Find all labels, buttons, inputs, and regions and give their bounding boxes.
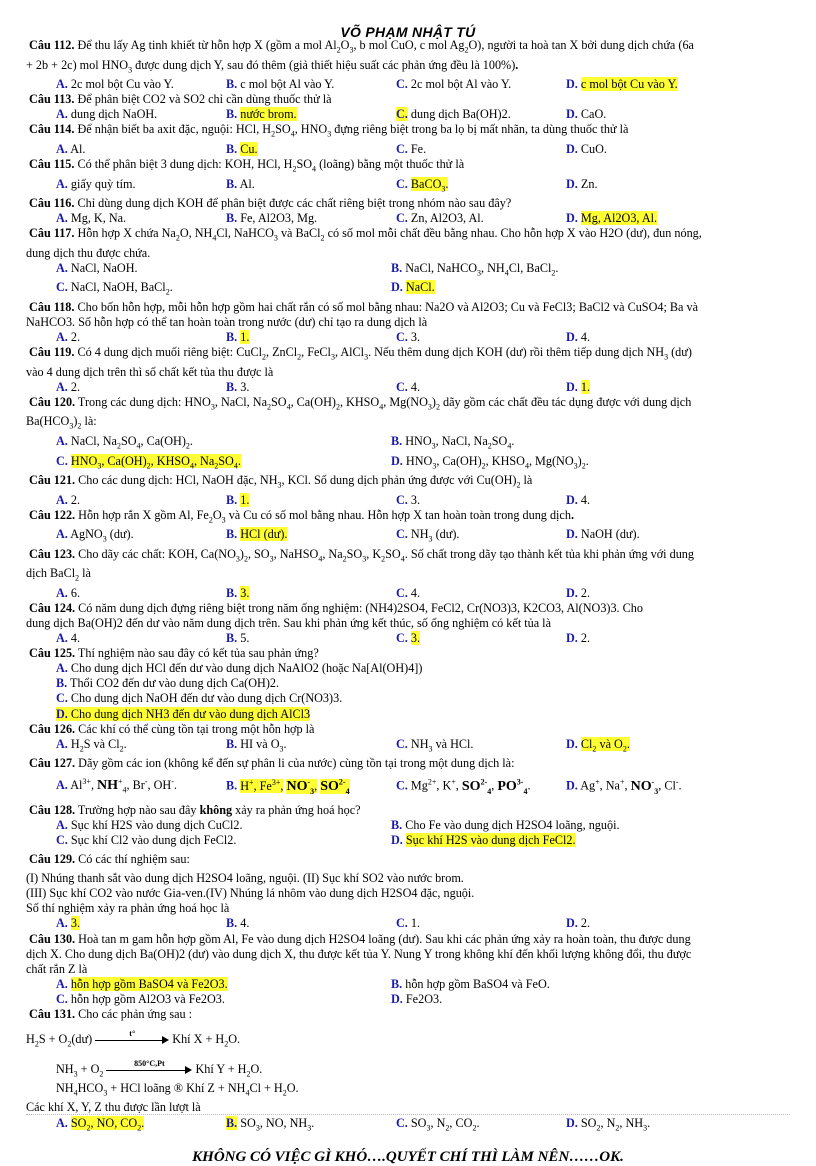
answer-c[interactable]: C. NaCl, NaOH, BaCl$_2$. [56, 280, 173, 297]
answer-a[interactable]: A. Al. [56, 141, 86, 156]
answers-116 [26, 211, 790, 226]
answer-a[interactable]: A. 3. [56, 916, 81, 931]
answer-b[interactable]: B. 3. [226, 585, 250, 600]
answer-d[interactable]: D. NaCl. [391, 280, 435, 295]
answer-b[interactable]: B. Al. [226, 176, 255, 191]
answer-a[interactable]: A. 2c mol bột Cu vào Y. [56, 77, 174, 92]
answer-d[interactable]: D. 1. [566, 379, 591, 394]
answers-122 [26, 527, 790, 547]
answers-120 [26, 434, 790, 454]
answer-d[interactable]: D. 2. [566, 631, 591, 646]
answer-b[interactable]: B. NaCl, NaHCO$_3$, $NH_4Cl$, BaCl$_2$. [391, 260, 559, 278]
reaction-arrow: t° [95, 1035, 169, 1045]
answer-c[interactable]: C. 3. [396, 492, 421, 507]
answer-b[interactable]: B. HCl (dư). [226, 527, 288, 542]
answers-113 [26, 107, 790, 122]
answer-c[interactable]: C. 3. [396, 330, 421, 345]
question-124: Câu 124. Có năm dung dịch đựng riêng biệt trong năm ống nghiệm: (NH4)2SO4, FeCl2, Cr(NO3)3, K2CO3, Al(NO3)3. Cho [29, 600, 643, 615]
answer-a[interactable]: A. 6. [56, 585, 81, 600]
answer-d[interactable]: D. 2. [566, 916, 591, 931]
answer-c[interactable]: C. 4. [396, 585, 421, 600]
page-title: VÕ PHẠM NHẬT TÚ [340, 24, 476, 40]
answer-c[interactable]: C. Cho dung dịch NaOH đến dư vào dung dịch Cr(NO3)3. [56, 691, 343, 706]
answer-b[interactable]: B. 1. [226, 330, 250, 345]
answer-d[interactable]: D. CaO. [566, 107, 607, 122]
answer-b[interactable]: B. Cu. [226, 141, 258, 156]
reaction-3: $NH_4HCO_3$ + HCl loãng ® Khí $Z + NH_4Cl + H_2O$. [56, 1080, 299, 1098]
answer-a[interactable]: A. $H_2S$ và $Cl_2$. [56, 736, 127, 754]
answers-121 [26, 493, 790, 508]
answer-b[interactable]: B. HI và $O_3$. [226, 736, 287, 754]
answer-a[interactable]: A. 2. [56, 379, 81, 394]
answer-c[interactable]: C. 2c mol bột Al vào Y. [396, 77, 512, 92]
question-115: Câu 115. Có thể phân biệt 3 dung dịch: KOH, HCl, $H_2SO_4$ (loãng) bằng một thuốc thử là [29, 156, 465, 174]
answers-123 [26, 586, 790, 601]
answer-c[interactable]: C. Fe. [396, 141, 427, 156]
answer-a[interactable]: A. dung dịch NaOH. [56, 107, 158, 122]
answer-d[interactable]: D. $HNO_3$, $Ca(OH)_2$, $KHSO_4$, $Mg(NO_3)_2$. [391, 453, 589, 470]
answer-b[interactable]: B. Cho Fe vào dung dịch H2SO4 loãng, nguội. [391, 817, 620, 832]
answer-a[interactable]: A. Cho dung dịch HCl đến dư vào dung dịch NaAlO2 (hoặc Na[Al(OH)4]) [56, 661, 423, 676]
answer-d[interactable]: D. $Cl_2$ và $O_2$. [566, 736, 630, 754]
answer-d[interactable]: D. Mg, Al2O3, Al. [566, 211, 658, 226]
answer-a[interactable]: A. NaCl, NaOH. [56, 260, 138, 275]
answer-d[interactable]: D. Fe2O3. [391, 991, 443, 1006]
answer-d[interactable]: D. Cho dung dịch NH3 đến dư vào dung dịch AlCl3 [56, 706, 311, 721]
answer-c[interactable]: C. 1. [396, 916, 421, 931]
answer-d[interactable]: D. 4. [566, 330, 591, 345]
answer-b[interactable]: B. Fe, Al2O3, Mg. [226, 211, 318, 226]
answers-117 [26, 261, 790, 281]
answer-c[interactable]: C. $NH_3$ (dư). [396, 527, 460, 544]
answers-124 [26, 631, 790, 646]
question-125: Câu 125. Thí nghiệm nào sau đây có kết tủa sau phản ứng? [29, 646, 319, 661]
answer-c[interactable]: C. $NH_3$ và HCl. [396, 736, 474, 754]
answer-a[interactable]: A. 4. [56, 631, 81, 646]
answer-c[interactable]: C. hỗn hợp gồm Al2O3 và Fe2O3. [56, 991, 225, 1006]
answer-c[interactable]: C. BaCO$_3$. [396, 176, 449, 193]
answer-b[interactable]: B. 4. [226, 916, 250, 931]
answer-c[interactable]: C. dung dịch Ba(OH)2. [396, 107, 511, 122]
answer-a[interactable]: A. Mg, K, Na. [56, 211, 127, 226]
answer-a[interactable]: A. Sục khí H2S vào dung dịch CuCl2. [56, 817, 243, 832]
question-129: Câu 129. Có các thí nghiệm sau: [29, 852, 190, 867]
answer-c[interactable]: C. $HNO_3$, $Ca(OH)_2$, $KHSO_4$, $Na_2SO_4$. [56, 453, 241, 470]
question-123: Câu 123. Cho dãy các chất: KOH, $Ca(NO_3)_2$, $SO_3$, NaHSO$_4$, $Na_2SO_3$, $K_2SO_4$. Số chất trong dãy tạo thành kết tủa khi phản ứng với dung [29, 546, 694, 564]
question-116: Câu 116. Chỉ dùng dung dịch KOH để phân biệt được các chất riêng biệt trong nhóm nào sau đây? [29, 196, 512, 211]
answer-c[interactable]: C. 4. [396, 379, 421, 394]
answer-a[interactable]: A. $SO_2$, NO, $CO_2$. [56, 1115, 145, 1132]
answer-d[interactable]: D. Zn. [566, 176, 598, 191]
answer-d[interactable]: D. 2. [566, 585, 591, 600]
answers-112 [26, 77, 790, 92]
question-118: Câu 118. Cho bốn hỗn hợp, mỗi hỗn hợp gồm hai chất rắn có số mol bằng nhau: Na2O và Al2O3; Cu và FeCl3; BaCl2 và CuSO4; Ba và [29, 299, 698, 314]
question-130: Câu 130. Hoà tan m gam hỗn hợp gồm Al, Fe vào dung dịch H2SO4 loãng (dư). Sau khi các phản ứng xảy ra hoàn toàn, thu được dung [29, 931, 691, 946]
question-131: Câu 131. Cho các phản ứng sau : [29, 1007, 193, 1022]
answer-d[interactable]: D. Ag+, Na+, $NO^-_3$, Cl-. [566, 777, 682, 796]
question-114: Câu 114. Để nhận biết ba axit đặc, nguội: HCl, $H_2SO_4$, $HNO_3$ đựng riêng biệt trong ba lọ bị mất nhãn, ta dùng thuốc thử là [29, 122, 629, 139]
answers-127 [26, 771, 790, 802]
answer-c[interactable]: C. $SO_3$, $N_2$, $CO_2$. [396, 1115, 480, 1132]
question-113: Câu 113. Để phân biệt CO2 và SO2 chỉ cần dùng thuốc thử là [29, 92, 332, 107]
answer-a[interactable]: A. hỗn hợp gồm BaSO4 và Fe2O3. [56, 976, 228, 991]
answer-a[interactable]: A. giấy quỳ tím. [56, 176, 136, 191]
question-112: Câu 112. Để thu lấy Ag tinh khiết từ hỗn hợp X (gồm a mol $Al_2O_3$, b mol CuO, c mol $Ag_2O$), người ta hoà tan X bởi dung dịch chứa (6a [29, 38, 694, 55]
answer-b[interactable]: B. nước brom. [226, 107, 297, 122]
answer-a[interactable]: A. $Al^{3+}$, $NH^+_4$, Br-, OH-. [56, 777, 177, 795]
reaction-2: $NH_3 + O_2$ 850°C,Pt Khí $Y + H_2O$. [56, 1058, 263, 1078]
answers-129 [26, 916, 790, 931]
question-117: Câu 117. Hỗn hợp X chứa $Na_2O$, $NH_4Cl$, NaHCO$_3$ và BaCl$_2$ có số mol mỗi chất đều bằng nhau. Cho hỗn hợp X vào H2O (dư), đun nóng, [29, 226, 702, 243]
answer-d[interactable]: D. Sục khí H2S vào dung dịch FeCl2. [391, 832, 576, 847]
answer-d[interactable]: D. CuO. [566, 141, 607, 156]
answer-c[interactable]: C. $Mg^{2+}$, K+, $SO^{2-}_4$, $PO^{3-}_4$. [396, 777, 531, 796]
bottom-divider [26, 1114, 790, 1115]
question-128: Câu 128. Trường hợp nào sau đây không xảy ra phản ứng hoá học? [29, 802, 361, 817]
page: VÕ PHẠM NHẬT TÚ Câu 112. Để thu lấy Ag tinh khiết từ hỗn hợp X (gồm a mol $Al_2O_3$, b mol CuO, c mol $Ag_2O$), người ta hoà tan X bởi dung dịch chứa (6a + 2b + 2c) mol $HNO_3$ được dung dịch Y, sau đó thêm (giả thiết hiệu suất các phản ứng đều là 100%). A. 2c mol bột Cu vào Y. B. c mol bột Al vào Y. C. 2c mol bột Al vào Y. D. c mol bột Cu vào Y. Câu 113. Để phân biệt CO2 và SO2 chỉ cần dùng thuốc thử là A. dung dịch NaOH. B. nước brom. C. dung dịch Ba(OH)2. D. CaO. Câu 114. Để nhận biết ba axit đặc, nguội: HCl, $H_2SO_4$, $HNO_3$ đựng riêng biệt trong ba lọ bị mất nhãn, ta dùng thuốc thử là A. Al. B. Cu. C. Fe. D. CuO. Câu 115. Có thể phân biệt 3 dung dịch: KOH, HCl, $H_2SO_4$ (loãng) bằng một thuốc thử là A. giấy quỳ tím. B. Al. C. BaCO$_3$. D. Zn. Câu 116. Chỉ dùng dung dịch KOH để phân biệt được các chất riêng biệt trong nhóm nào sau đây? A. Mg, K, Na. B. Fe, Al2O3, Mg. C. Zn, Al2O3, Al. D. Mg, Al2O3, Al. Câu 117. Hỗn hợp X chứa $Na_2O$, $NH_4Cl$, NaHCO$_3$ và BaCl$_2$ có số mol mỗi chất đều bằng nhau. Cho hỗn hợp X vào H2O (dư), đun nóng, dung dịch thu được chứa. A. NaCl, NaOH. B. NaCl, NaHCO$_3$, $NH_4Cl$, BaCl$_2$. C. NaCl, NaOH, BaCl$_2$. D. NaCl. Câu 118. Cho bốn hỗn hợp, mỗi hỗn hợp gồm hai chất rắn có số mol bằng nhau: Na2O và Al2O3; Cu và FeCl3; BaCl2 và CuSO4; Ba và NaHCO3. Số hỗn hợp có thể tan hoàn toàn trong nước (dư) chỉ tạo ra dung dịch là A. 2. B. 1. C. 3. D. 4. Câu 119. Có 4 dung dịch muối riêng biệt: CuCl$_2$, ZnCl$_2$, FeCl$_3$, AlCl$_3$. Nếu thêm dung dịch KOH (dư) rồi thêm tiếp dung dịch $NH_3$ (dư) vào 4 dung dịch trên thì số chất kết tủa thu được là A. 2. B. 3. C. 4. D. 1. Câu 120. Trong các dung dịch: $HNO_3$, NaCl, $Na_2SO_4$, $Ca(OH)_2$, $KHSO_4$, $Mg(NO_3)_2$ dãy gồm các chất đều tác dụng được với dung dịch $Ba(HCO_3)_2$ là: A. NaCl, $Na_2SO_4$, $Ca(OH)_2$. B. $HNO_3$, NaCl, $Na_2SO_4$. C. $HNO_3$, $Ca(OH)_2$, $KHSO_4$, $Na_2SO_4$. D. $HNO_3$, $Ca(OH)_2$, $KHSO_4$, $Mg(NO_3)_2$. Câu 121. Cho các dung dịch: HCl, NaOH đặc, $NH_3$, KCl. Số dung dịch phản ứng được với $Cu(OH)_2$ là A. 2. B. 1. C. 3. D. 4. Câu 122. Hỗn hợp rắn X gồm Al, $Fe_2O_3$ và Cu có số mol bằng nhau. Hỗn hợp X tan hoàn toàn trong dung dịch. A. AgNO$_3$ (dư). B. HCl (dư). C. $NH_3$ (dư). D. NaOH (dư). Câu 123. Cho dãy các chất: KOH, $Ca(NO_3)_2$, $SO_3$, NaHSO$_4$, $Na_2SO_3$, $K_2SO_4$. Số chất trong dãy tạo thành kết tủa khi phản ứng với dung dịch BaCl$_2$ là A. 6. B. 3. C. 4. D. 2. Câu 124. Có năm dung dịch đựng riêng biệt trong năm ống nghiệm: (NH4)2SO4, FeCl2, Cr(NO3)3, K2CO3, Al(NO3)3. Cho dung dịch Ba(OH)2 đến dư vào năm dung dịch trên. Sau khi phản ứng kết thúc, số ống nghiệm có kết tủa là A. 4. B. 5. C. 3. D. 2. Câu 125. Thí nghiệm nào sau đây có kết tủa sau phản ứng? A. Cho dung dịch HCl đến dư vào dung dịch NaAlO2 (hoặc Na[Al(OH)4]) B. Thổi CO2 đến dư vào dung dịch Ca(OH)2. C. Cho dung dịch NaOH đến dư vào dung dịch Cr(NO3)3. D. Cho dung dịch NH3 đến dư vào dung dịch AlCl3 Câu 126. Các khí có thể cùng tồn tại trong một hỗn hợp là A. $H_2S$ và $Cl_2$. B. HI và $O_3$. C. $NH_3$ và HCl. D. $Cl_2$ và $O_2$. Câu 127. Dãy gồm các ion (không kể đến sự phân li của nước) cùng tồn tại trong một dung dịch là: A. $Al^{3+}$, $NH^+_4$, Br-, OH-. B. H+, $Fe^{3+}$, $NO^-_3$, $SO^{2-}_4$ C. $Mg^{2+}$, K+, $SO^{2-}_4$, $PO^{3-}_4$. D. Ag+, Na+, $NO^-_3$, Cl-. Câu 128. Trường hợp nào sau đây không xảy ra phản ứng hoá học? A. Sục khí H2S vào dung dịch CuCl2. B. Cho Fe vào dung dịch H2SO4 loãng, nguội. C. Sục khí Cl2 vào dung dịch FeCl2. D. Sục khí H2S vào dung dịch FeCl2. Câu 129. Có các thí nghiệm sau: (I) Nhúng thanh sắt vào dung dịch H2SO4 loãng, nguội. (II) Sục khí SO2 vào nước brom. (III) Sục khí CO2 vào nước Gia-ven.(IV) Nhúng lá nhôm vào dung dịch H2SO4 đặc, nguội. Số thí nghiệm xảy ra phản ứng hoá học là A. 3. B. 4. C. 1. D. 2. Câu 130. Hoà tan m gam hỗn hợp gồm Al, Fe vào dung dịch H2SO4 loãng (dư). Sau khi các phản ứng xảy ra hoàn toàn, thu được dung dịch X. Cho dung dịch Ba(OH)2 (dư) vào dung dịch X, thu được kết tủa Y. Nung Y trong không khí đến khối lượng không đổi, thu được chất rắn Z là A. hỗn hợp gồm BaSO4 và Fe2O3. B. hỗn hợp gồm BaSO4 và FeO. C. hỗn hợp gồm Al2O3 và Fe2O3. D. Fe2O3. Câu 131. Cho các phản ứng sau : $H_2S$ + $O_2(dư)$ t° Khí $X + H_2O$. $NH_3 + O_2$ 850°C,Pt Khí $Y + H_2O$. $NH_4HCO_3$ + HCl loãng ® Khí $Z + NH_4Cl + H_2O$. Các khí X, Y, Z thu được lần lượt là A. $SO_2$, NO, $CO_2$. B. $SO_3$, NO, $NH_3$. C. $SO_3$, $N_2$, $CO_2$. D. $SO_2$, $N_2$, $NH_3$. KHÔNG CÓ VIỆC GÌ KHÓ….QUYẾT CHÍ THÌ LÀM NÊN……OK. [26, 0, 790, 1166]
answer-d[interactable]: D. NaOH (dư). [566, 527, 640, 542]
answer-c[interactable]: C. 3. [396, 631, 421, 646]
footer-motto: KHÔNG CÓ VIỆC GÌ KHÓ….QUYẾT CHÍ THÌ LÀM NÊN……OK. [192, 1149, 624, 1166]
answer-b[interactable]: B. 5. [226, 631, 250, 646]
answer-d[interactable]: D. $SO_2$, $N_2$, $NH_3$. [566, 1115, 651, 1132]
answer-b[interactable]: B. $HNO_3$, NaCl, $Na_2SO_4$. [391, 433, 515, 451]
answer-b[interactable]: B. H+, $Fe^{3+}$, $NO^-_3$, $SO^{2-}_4$ [226, 777, 350, 796]
question-119: Câu 119. Có 4 dung dịch muối riêng biệt: CuCl$_2$, ZnCl$_2$, FeCl$_3$, AlCl$_3$. Nếu thêm dung dịch KOH (dư) rồi thêm tiếp dung dịch $NH_3$ (dư) [29, 345, 692, 362]
answers-131 [26, 1116, 790, 1136]
question-127: Câu 127. Dãy gồm các ion (không kể đến sự phân li của nước) cùng tồn tại trong một dung dịch là: [29, 756, 515, 771]
answers-118 [26, 330, 790, 345]
answer-a[interactable]: A. AgNO$_3$ (dư). [56, 527, 134, 544]
answers-115 [26, 177, 790, 197]
answers-128 [26, 818, 790, 833]
reaction-arrow: 850°C,Pt [106, 1065, 192, 1075]
answer-b[interactable]: B. $SO_3$, NO, $NH_3$. [226, 1115, 315, 1132]
question-120: Câu 120. Trong các dung dịch: $HNO_3$, NaCl, $Na_2SO_4$, $Ca(OH)_2$, $KHSO_4$, $Mg(NO_3)_2$ dãy gồm các chất đều tác dụng được với dung dịch [29, 394, 692, 412]
answer-a[interactable]: A. 2. [56, 492, 81, 507]
answer-a[interactable]: A. NaCl, $Na_2SO_4$, $Ca(OH)_2$. [56, 433, 193, 451]
question-126: Câu 126. Các khí có thể cùng tồn tại trong một hỗn hợp là [29, 721, 315, 736]
answer-b[interactable]: B. Thổi CO2 đến dư vào dung dịch Ca(OH)2. [56, 676, 280, 691]
question-121: Câu 121. Cho các dung dịch: HCl, NaOH đặc, $NH_3$, KCl. Số dung dịch phản ứng được với $Cu(OH)_2$ là [29, 473, 533, 490]
reaction-1: $H_2S$ + $O_2(dư)$ t° Khí $X + H_2O$. [26, 1029, 241, 1049]
answer-c[interactable]: C. Sục khí Cl2 vào dung dịch FeCl2. [56, 832, 237, 847]
answers-126 [26, 737, 790, 757]
answers-130 [26, 977, 790, 992]
answer-b[interactable]: B. 3. [226, 379, 250, 394]
answer-a[interactable]: A. 2. [56, 330, 81, 345]
answer-c[interactable]: C. Zn, Al2O3, Al. [396, 211, 484, 226]
answer-d[interactable]: D. c mol bột Cu vào Y. [566, 77, 678, 92]
answer-b[interactable]: B. c mol bột Al vào Y. [226, 77, 335, 92]
answers-119 [26, 380, 790, 395]
answer-b[interactable]: B. 1. [226, 492, 250, 507]
answers-114 [26, 142, 790, 157]
question-122: Câu 122. Hỗn hợp rắn X gồm Al, $Fe_2O_3$ và Cu có số mol bằng nhau. Hỗn hợp X tan hoàn toàn trong dung dịch. [29, 507, 574, 525]
answer-b[interactable]: B. hỗn hợp gồm BaSO4 và FeO. [391, 976, 550, 991]
answer-d[interactable]: D. 4. [566, 492, 591, 507]
